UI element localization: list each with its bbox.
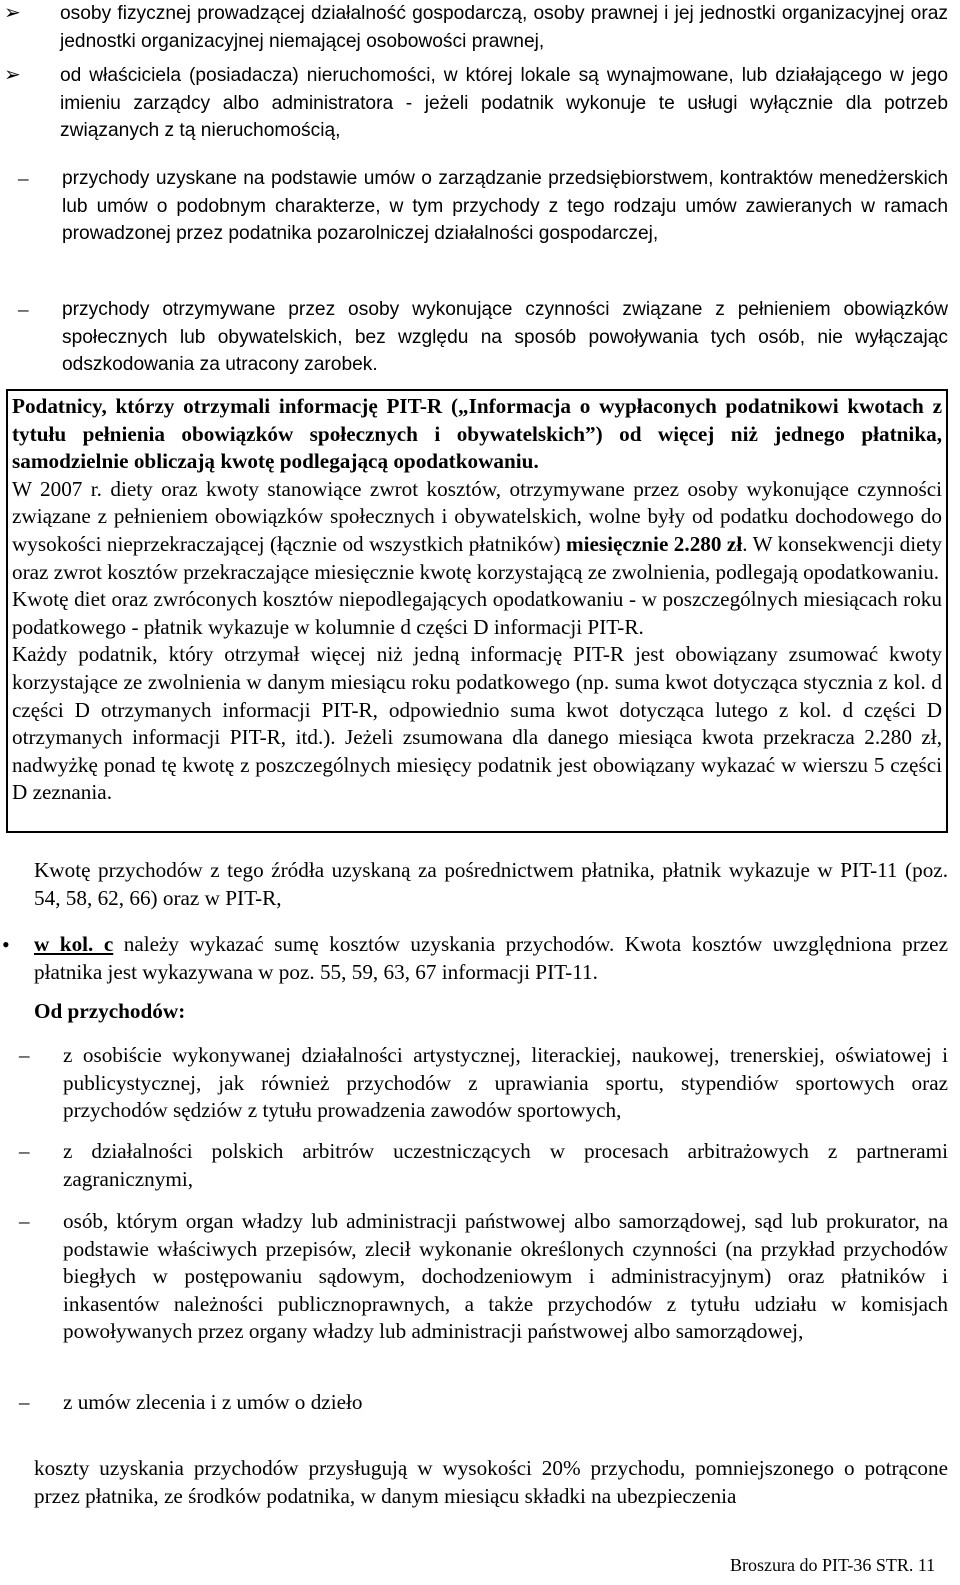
- list-item-text: z osobiście wykonywanej działalności artystycznej, literackiej, naukowej, trenerskiej, oświatowej i publicystycznej, jak również przychodów z uprawiania sportu, stypendiów sportowych oraz przychodów sędziów z tytułu prowadzenia zawodów sportowych,: [63, 1043, 948, 1123]
- info-box-paragraph: Kwotę diet oraz zwróconych kosztów niepodlegających opodatkowaniu - w poszczególnych miesiącach roku podatkowego - płatnik wykazuje w kolumnie d części D informacji PIT-R.: [12, 587, 942, 639]
- dash-list-item: [19, 1208, 948, 1346]
- paragraph: Kwotę przychodów z tego źródła uzyskaną za pośrednictwem płatnika, płatnik wykazuje w PIT-11 (poz. 54, 58, 62, 66) oraz w PIT-R,: [34, 858, 948, 910]
- arrow-list-item: [4, 62, 948, 145]
- arrow-bullet-icon: ➢: [4, 64, 21, 86]
- dash-list-item: [18, 165, 948, 248]
- arrow-bullet-icon: ➢: [4, 2, 21, 24]
- info-box-bold-intro: Podatnicy, którzy otrzymali informację PIT-R („Informacja o wypłaconych podatnikowi kwotach z tytułu pełnienia obowiązków społecznych i obywatelskich”) od więcej niż jednego płatnika, samodzielnie obliczają kwotę podlegającą opodatkowaniu.: [12, 394, 942, 474]
- dash-bullet-icon: –: [18, 297, 29, 321]
- info-box-content: [12, 393, 942, 807]
- list-item-text: z umów zlecenia i z umów o dzieło: [63, 1390, 363, 1414]
- list-item-text: z działalności polskich arbitrów uczestniczących w procesach arbitrażowych z partnerami zagranicznymi,: [63, 1139, 948, 1191]
- dash-list-item: [18, 296, 948, 379]
- info-box-paragraph: W 2007 r. diety oraz kwoty stanowiące zwrot kosztów, otrzymywane przez osoby wykonujące czynności związane z pełnieniem obowiązków społecznych i obywatelskich, wolne były od podatku dochodowego do wysokości nieprzekraczającej (łącznie od wszystkich płatników) miesięcznie 2.280 zł. W konsekwencji diety oraz zwrot kosztów przekraczające miesięcznie kwotę korzystającą ze zwolnienia, podlegają opodatkowaniu.: [12, 476, 943, 584]
- list-item-text: osoby fizycznej prowadzącej działalność gospodarczą, osoby prawnej i jej jednostki organizacyjnej oraz jednostki organizacyjnej niemającej osobowości prawnej,: [60, 3, 948, 52]
- round-bullet-icon: •: [2, 932, 10, 957]
- dash-bullet-icon: –: [18, 166, 29, 190]
- paragraph: koszty uzyskania przychodów przysługują w wysokości 20% przychodu, pomniejszonego o potrącone przez płatnika, ze środków podatnika, w danym miesiącu składki na ubezpieczenia: [34, 1456, 948, 1508]
- bullet-list-item: [2, 931, 948, 986]
- page-footer: Broszura do PIT-36 STR. 11: [730, 1555, 936, 1575]
- list-item-text: przychody otrzymywane przez osoby wykonujące czynności związane z pełnieniem obowiązków społecznych lub obywatelskich, bez względu na sposób powoływania tych osób, nie wyłączając odszkodowania za utracony zarobek.: [62, 299, 948, 376]
- column-reference: w kol. c: [34, 932, 114, 956]
- dash-bullet-icon: –: [19, 1209, 30, 1233]
- list-item-text: należy wykazać sumę kosztów uzyskania przychodów. Kwota kosztów uwzględniona przez płatnika jest wykazywana w poz. 55, 59, 63, 67 informacji PIT-11.: [34, 932, 948, 984]
- dash-bullet-icon: –: [19, 1390, 30, 1414]
- dash-list-item: [19, 1138, 948, 1193]
- dash-list-item: [19, 1389, 948, 1417]
- dash-list-item: [19, 1042, 948, 1125]
- list-item-text: osób, którym organ władzy lub administracji państwowej albo samorządowej, sąd lub prokurator, na podstawie właściwych przepisów, zlecił wykonanie określonych czynności (na przykład przychodów biegłych w postępowaniu sądowym, dochodzeniowym i administracyjnym) oraz płatników i inkasentów należności publicznoprawnych, a także przychodów z tytułu udziału w komisjach powoływanych przez organy władzy lub administracji państwowej albo samorządowej,: [63, 1209, 948, 1344]
- list-item-text: od właściciela (posiadacza) nieruchomości, w której lokale są wynajmowane, lub działającego w jego imieniu zarządcy albo administratora - jeżeli podatnik wykonuje te usługi wyłącznie dla potrzeb związanych z tą nieruchomością,: [60, 65, 948, 142]
- list-item-text: przychody uzyskane na podstawie umów o zarządzanie przedsiębiorstwem, kontraktów menedżerskich lub umów o podobnym charakterze, w tym przychody z tego rodzaju umów zawieranych w ramach prowadzonej przez podatnika pozarolniczej działalności gospodarczej,: [62, 168, 948, 245]
- dash-bullet-icon: –: [19, 1139, 30, 1163]
- arrow-list-item: [4, 0, 948, 55]
- dash-bullet-icon: –: [19, 1043, 30, 1067]
- info-box-paragraph: Każdy podatnik, który otrzymał więcej niż jedną informację PIT-R jest obowiązany zsumować kwoty korzystające ze zwolnienia w danym miesiącu roku podatkowego (np. suma kwot dotycząca stycznia z kol. d części D otrzymanych informacji PIT-R, odpowiednio suma kwot dotycząca lutego z kol. d części D otrzymanych informacji PIT-R, itd.). Jeżeli zsumowana dla danego miesiąca kwota przekracza 2.280 zł, nadwyżkę ponad tę kwotę z poszczególnych miesięcy podatnik jest obowiązany wykazać w wierszu 5 części D zeznania.: [12, 642, 942, 805]
- info-box: [6, 389, 948, 833]
- section-heading: Od przychodów:: [34, 999, 186, 1023]
